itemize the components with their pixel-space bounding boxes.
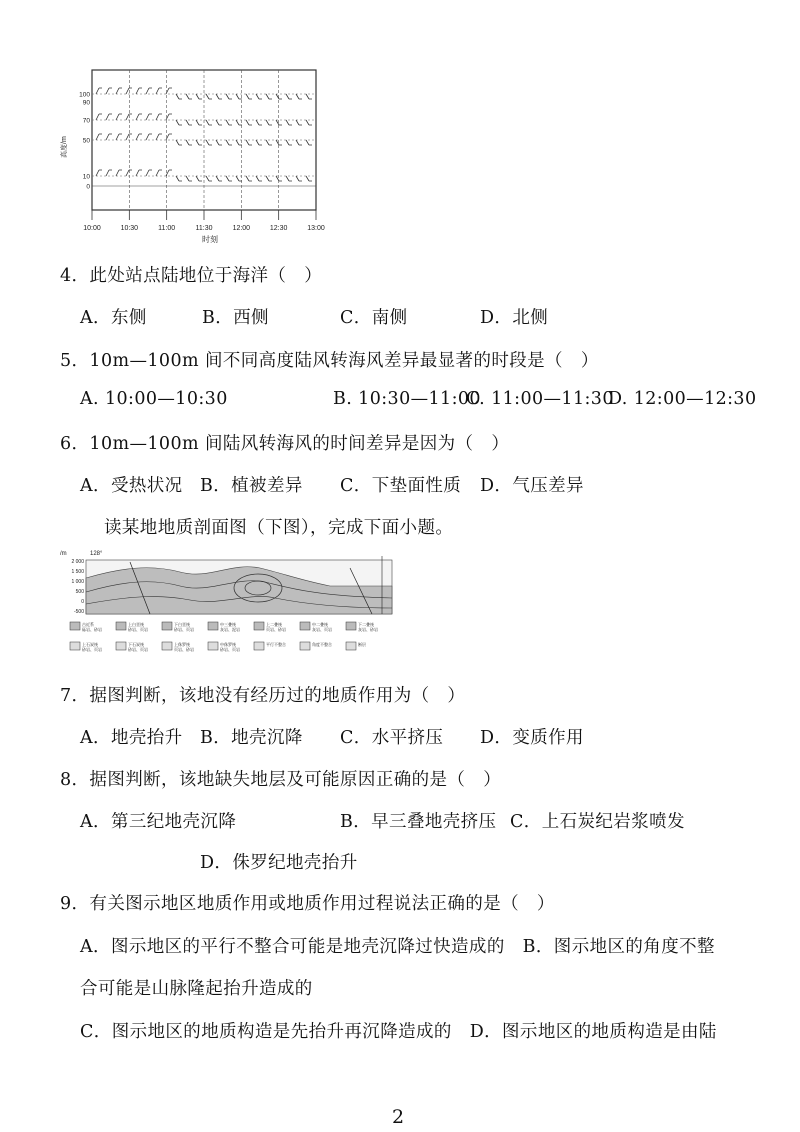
legend-swatch — [208, 642, 218, 650]
wind-barb — [276, 94, 282, 99]
q6-option-c: C．下垫面性质 — [340, 476, 462, 496]
q8-option-c: C．上石炭纪岩浆喷发 — [510, 812, 685, 832]
wind-barb — [206, 140, 212, 145]
wind-barb — [286, 120, 292, 125]
wind-barb — [226, 120, 232, 125]
q4-option-b: B．西侧 — [202, 308, 269, 328]
wind-series — [92, 70, 316, 220]
wind-barb — [186, 176, 192, 181]
x-tick-label: 10:00 — [83, 225, 101, 232]
question-5: 5．10m—100m 间不同高度陆风转海风差异最显著的时段是（ ） — [60, 351, 599, 371]
wind-barb — [176, 94, 182, 99]
section-body — [86, 556, 392, 614]
geo-y-tick-label: -500 — [73, 609, 84, 615]
question-5-options — [0, 389, 800, 413]
y-tick-label: 100 — [79, 91, 90, 99]
y-tick-label: 10 — [82, 173, 90, 181]
legend-label: 灰岩、泥岩 — [220, 627, 240, 632]
wind-barb — [136, 114, 142, 120]
q6-option-a: A．受热状况 — [80, 476, 183, 496]
wind-barb — [266, 94, 272, 99]
wind-barb — [196, 120, 202, 125]
geo-y-tick-label: 2 000 — [71, 559, 84, 565]
q8-option-a: A．第三纪地壳沉降 — [80, 812, 237, 832]
wind-barb — [296, 140, 302, 145]
wind-barb — [136, 134, 142, 140]
question-6: 6．10m—100m 间陆风转海风的时间差异是因为（ ） — [60, 434, 510, 454]
wind-barb — [256, 176, 262, 181]
geo-y-tick-label: 500 — [75, 589, 84, 595]
wind-barb — [246, 140, 252, 145]
wind-barb — [176, 140, 182, 145]
legend-label: 古近系 — [82, 622, 94, 627]
legend-label: 上石炭统 — [82, 642, 98, 647]
wind-barb — [146, 170, 152, 176]
y-tick-label: 90 — [82, 99, 90, 107]
q7-option-a: A．地壳抬升 — [80, 728, 183, 748]
wind-barb — [246, 94, 252, 99]
wind-barb — [266, 176, 272, 181]
wind-barb — [106, 114, 112, 120]
wind-barb — [216, 140, 222, 145]
wind-barb — [286, 94, 292, 99]
legend-label: 断层 — [358, 642, 366, 647]
question-6-options — [0, 472, 800, 496]
q5-option-d: D. 12:00—12:30 — [608, 389, 757, 409]
x-tick-label: 13:00 — [307, 225, 325, 232]
x-tick-label: 11:00 — [158, 225, 176, 232]
q6-option-b: B．植被差异 — [200, 476, 303, 496]
wind-barb — [276, 140, 282, 145]
legend-label: 砂岩、页岩 — [174, 627, 194, 632]
legend-swatch — [70, 622, 80, 630]
wind-barb — [246, 120, 252, 125]
wind-barb — [306, 120, 312, 125]
legend-swatch — [116, 622, 126, 630]
geo-y-tick-label: 0 — [81, 599, 84, 605]
q9-line-3: C．图示地区的地质构造是先抬升再沉降造成的 D．图示地区的地质构造是由陆 — [80, 1022, 717, 1042]
legend-label: 灰岩、页岩 — [312, 627, 332, 632]
x-tick-label: 10:30 — [120, 225, 139, 232]
geo-y-tick-label: 1 000 — [71, 579, 84, 585]
legend-label: 页岩、砂岩 — [174, 647, 194, 652]
wind-barb — [126, 88, 132, 94]
wind-barb — [136, 170, 142, 176]
wind-barb — [206, 120, 212, 125]
legend-label: 平行不整合 — [266, 642, 286, 647]
wind-barb — [186, 120, 192, 125]
legend-label: 上侏罗统 — [174, 642, 190, 647]
q9-line-2: 合可能是山脉隆起抬升造成的 — [80, 979, 313, 999]
wind-barb — [106, 134, 112, 140]
legend-label: 上二叠统 — [266, 622, 282, 627]
q7-option-d: D．变质作用 — [480, 728, 584, 748]
legend-label: 砂岩、页岩 — [82, 647, 102, 652]
legend-label: 砾岩、砂岩 — [82, 627, 102, 632]
q4-option-a: A．东侧 — [80, 308, 147, 328]
wind-barb — [286, 176, 292, 181]
wind-barb — [116, 170, 122, 176]
x-tick-label: 12:00 — [232, 225, 251, 232]
wind-barb — [226, 140, 232, 145]
wind-barb — [296, 94, 302, 99]
wind-barb — [206, 94, 212, 99]
legend-swatch — [254, 622, 264, 630]
q4-option-d: D．北侧 — [480, 308, 549, 328]
legend-swatch — [116, 642, 126, 650]
geo-y-tick-labels — [71, 559, 84, 615]
legend-label: 中二叠统 — [312, 622, 328, 627]
x-tick-label: 12:30 — [269, 225, 288, 232]
wind-barb — [216, 176, 222, 181]
wind-barb — [126, 134, 132, 140]
q5-option-a: A. 10:00—10:30 — [80, 389, 228, 409]
wind-barb — [306, 140, 312, 145]
wind-barb — [116, 134, 122, 140]
legend-swatch — [346, 622, 356, 630]
wind-barb — [146, 88, 152, 94]
wind-barb — [266, 120, 272, 125]
wind-barb — [106, 170, 112, 176]
question-7: 7．据图判断，该地没有经历过的地质作用为（ ） — [60, 686, 466, 706]
legend-label: 灰岩、砂岩 — [358, 627, 378, 632]
y-tick-label: 50 — [82, 137, 90, 145]
wind-height-chart — [61, 62, 340, 252]
wind-barb — [256, 120, 262, 125]
wind-barb — [96, 134, 102, 140]
q6-option-d: D．气压差异 — [480, 476, 584, 496]
wind-barb — [266, 140, 272, 145]
geo-legend — [70, 621, 378, 652]
wind-barb — [136, 88, 142, 94]
wind-barb — [156, 134, 162, 140]
legend-label: 下白垩统 — [174, 622, 190, 627]
q5-option-b: B. 10:30—11:00 — [333, 389, 481, 409]
wind-barb — [156, 170, 162, 176]
wind-barb — [196, 94, 202, 99]
wind-barb — [116, 88, 122, 94]
y-tick-label: 70 — [82, 117, 90, 125]
legend-label: 页岩、砂岩 — [266, 627, 286, 632]
legend-swatch — [70, 642, 80, 650]
wind-barb — [186, 140, 192, 145]
wind-barb — [226, 94, 232, 99]
wind-barb — [126, 170, 132, 176]
legend-label: 砂岩、页岩 — [220, 647, 240, 652]
question-4: 4．此处站点陆地位于海洋（ ） — [60, 266, 323, 286]
wind-barb — [186, 94, 192, 99]
legend-swatch — [208, 622, 218, 630]
wind-barb — [156, 88, 162, 94]
q8-option-d: D．侏罗纪地壳抬升 — [200, 853, 358, 873]
legend-label: 下石炭统 — [128, 642, 144, 647]
section-intro: 读某地地质剖面图（下图），完成下面小题。 — [104, 518, 454, 538]
wind-barb — [296, 176, 302, 181]
direction-label: 128° — [90, 551, 103, 557]
question-9: 9．有关图示地区地质作用或地质作用过程说法正确的是（ ） — [60, 894, 555, 914]
x-axis-title: 时刻 — [202, 235, 218, 244]
wind-barb — [256, 140, 262, 145]
wind-barb — [276, 176, 282, 181]
x-tick-labels — [83, 225, 325, 232]
wind-barb — [176, 120, 182, 125]
wind-barb — [146, 134, 152, 140]
wind-barb — [296, 120, 302, 125]
geologic-cross-section — [60, 548, 405, 666]
wind-barb — [306, 94, 312, 99]
y-axis-title: 高度/m — [61, 136, 68, 158]
y-tick-label: 0 — [86, 183, 90, 191]
legend-swatch — [162, 642, 172, 650]
wind-barb — [156, 114, 162, 120]
q7-option-b: B．地壳沉降 — [200, 728, 303, 748]
wind-barb — [226, 176, 232, 181]
legend-swatch — [254, 642, 264, 650]
q4-option-c: C．南侧 — [340, 308, 408, 328]
legend-label: 砂岩、页岩 — [128, 627, 148, 632]
wind-barb — [196, 176, 202, 181]
legend-swatch — [346, 642, 356, 650]
legend-swatch — [300, 622, 310, 630]
geo-y-tick-label: 1 500 — [71, 569, 84, 575]
wind-barb — [126, 114, 132, 120]
q7-option-c: C．水平挤压 — [340, 728, 444, 748]
wind-barb — [256, 94, 262, 99]
legend-label: 砂岩、页岩 — [128, 647, 148, 652]
legend-label: 下二叠统 — [358, 622, 374, 627]
x-tick-label: 11:30 — [195, 225, 213, 232]
legend-swatch — [162, 622, 172, 630]
legend-swatch — [300, 642, 310, 650]
q9-line-1: A．图示地区的平行不整合可能是地壳沉降过快造成的 B．图示地区的角度不整 — [80, 937, 715, 957]
page-number: 2 — [392, 1106, 405, 1128]
question-8-options — [0, 808, 800, 832]
wind-barb — [146, 114, 152, 120]
legend-label: 中三叠统 — [220, 622, 236, 627]
wind-barb — [216, 94, 222, 99]
wind-barb — [96, 170, 102, 176]
wind-barb — [96, 114, 102, 120]
wind-barb — [176, 176, 182, 181]
legend-label: 中侏罗统 — [220, 642, 236, 647]
question-7-options — [0, 724, 800, 748]
wind-barb — [196, 140, 202, 145]
question-8: 8．据图判断，该地缺失地层及可能原因正确的是（ ） — [60, 770, 502, 790]
q5-option-c: C. 11:00—11:30 — [466, 389, 614, 409]
wind-barb — [286, 140, 292, 145]
wind-barb — [206, 176, 212, 181]
wind-barb — [276, 120, 282, 125]
legend-label: 上白垩统 — [128, 622, 144, 627]
wind-barb — [246, 176, 252, 181]
legend-label: 角度不整合 — [312, 642, 332, 647]
wind-barb — [106, 88, 112, 94]
y-tick-labels — [79, 92, 90, 191]
wind-barb — [96, 88, 102, 94]
wind-barb — [116, 114, 122, 120]
y-unit-label: /m — [60, 551, 67, 557]
question-4-options — [0, 304, 800, 328]
wind-barb — [306, 176, 312, 181]
q8-option-b: B．早三叠地壳挤压 — [340, 812, 497, 832]
wind-barb — [216, 120, 222, 125]
